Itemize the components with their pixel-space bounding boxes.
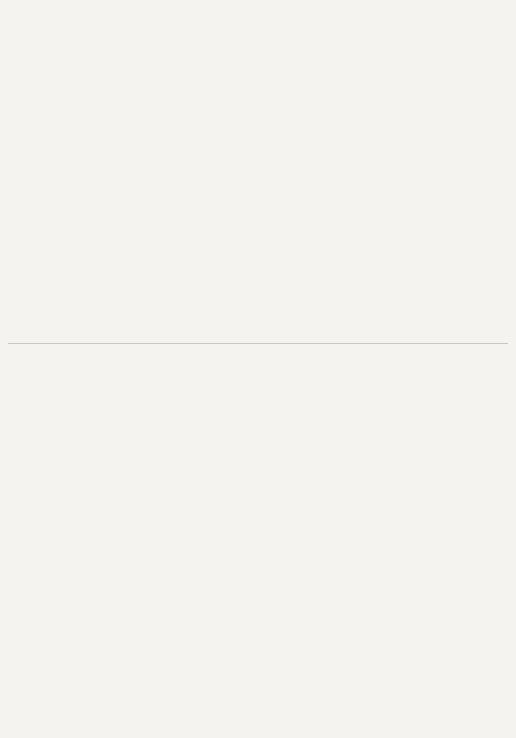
lower-text-block [8, 385, 508, 690]
tier-divider [8, 343, 508, 344]
upper-text-block [8, 36, 508, 328]
